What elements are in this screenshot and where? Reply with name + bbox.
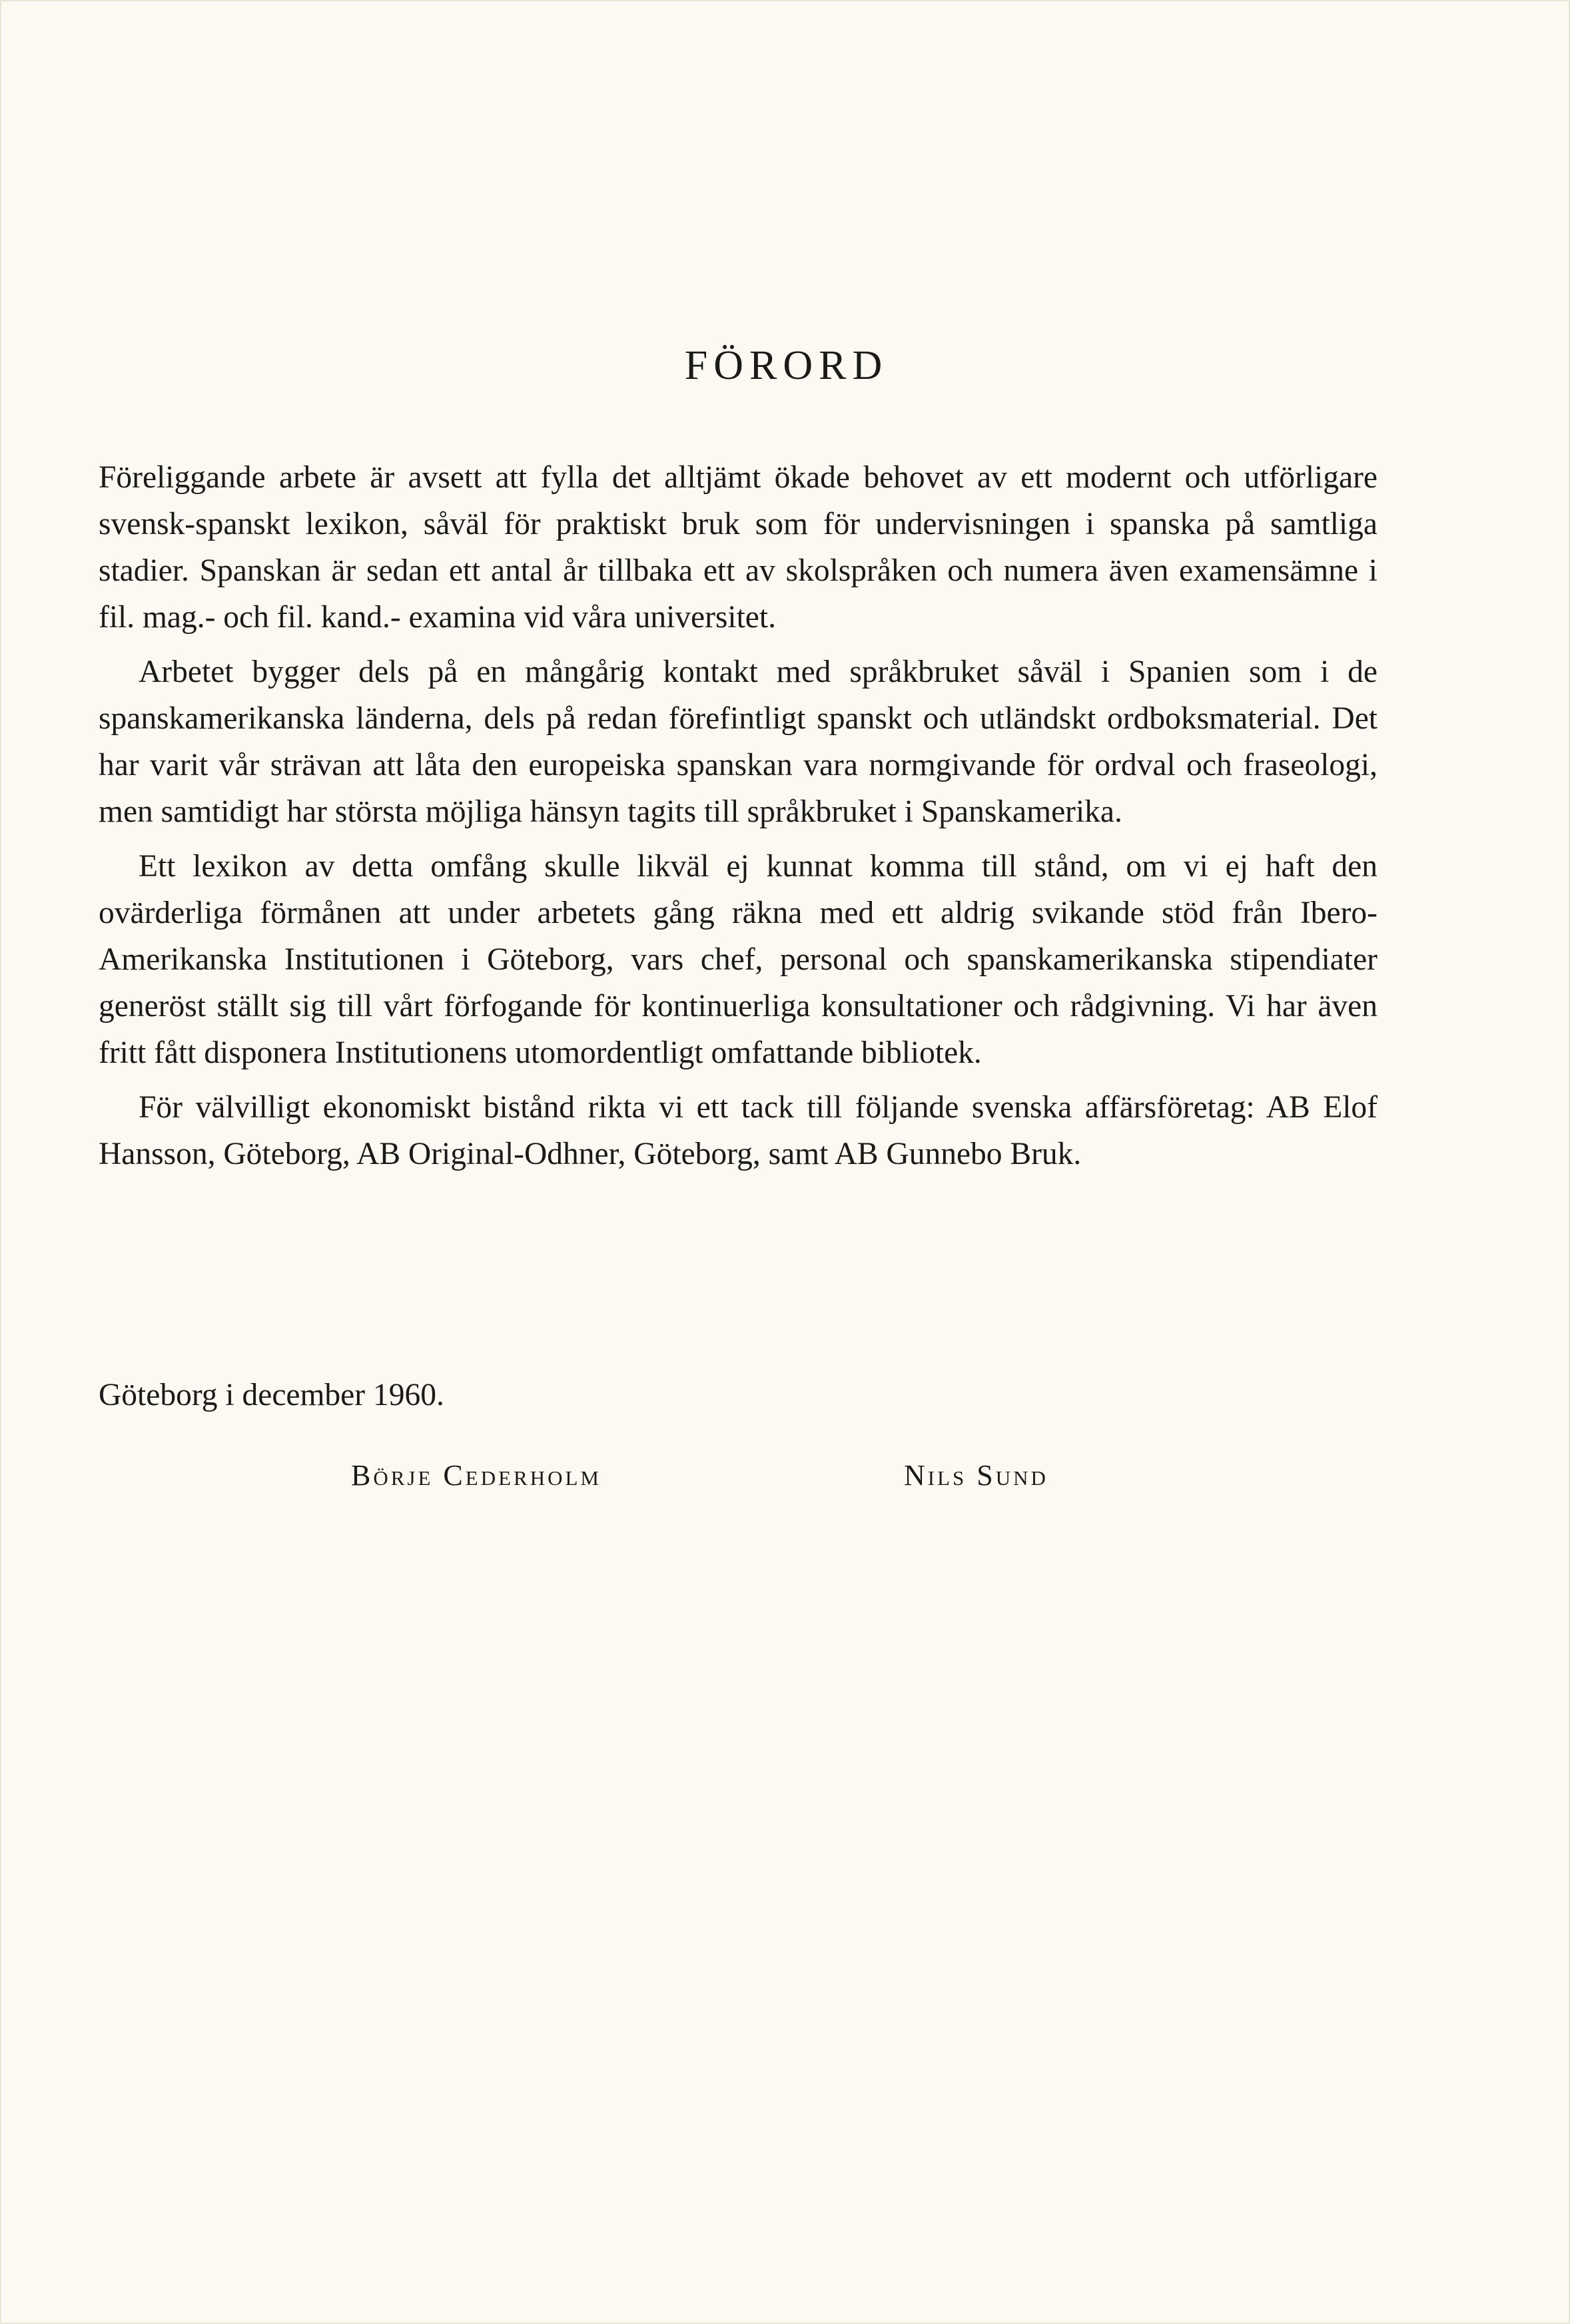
signature-author-1: Börje Cederholm <box>351 1459 601 1492</box>
page-title: FÖRORD <box>684 343 889 388</box>
signature-block <box>1 1458 1570 1505</box>
signature-author-2: Nils Sund <box>904 1459 1048 1492</box>
foreword-body <box>99 454 1377 1185</box>
paragraph-4: För välvilligt ekonomiskt bistånd rikta vi ett tack till följande svenska affärsföretag: AB Elof Hansson, Göteborg, AB Original-Odhner, Göteborg, samt AB Gunnebo Bruk. <box>99 1090 1377 1171</box>
paragraph-1: Föreliggande arbete är avsett att fylla det alltjämt ökade behovet av ett modernt och utförligare svensk-spanskt lexikon, såväl för praktiskt bruk som för undervisningen i spanska på samtliga stadier. Spanskan är sedan ett antal år tillbaka ett av skolspråken och numera även examensämne i fil. mag.- och fil. kand.- examina vid våra universitet. <box>99 460 1377 635</box>
paragraph-3: Ett lexikon av detta omfång skulle likväl ej kunnat komma till stånd, om vi ej haft den ovärderliga förmånen att under arbetets gång räkna med ett aldrig svikande stöd från Ibero-Amerikanska Institutionen i Göteborg, vars chef, personal och spanskamerikanska stipendiater generöst ställt sig till vårt förfogande för kontinuerliga konsultationer och rådgivning. Vi har även fritt fått disponera Institutionens utomordentligt omfattande bibliotek. <box>99 849 1377 1070</box>
paragraph-2: Arbetet bygger dels på en mångårig kontakt med språkbruket såväl i Spanien som i de spanskamerikanska länderna, dels på redan förefintligt spanskt och utländskt ordboksmaterial. Det har varit vår strävan att låta den europeiska spanskan vara normgivande för ordval och fraseologi, men samtidigt har största möjliga hänsyn tagits till språkbruket i Spanskamerika. <box>99 655 1377 829</box>
date-line: Göteborg i december 1960. <box>99 1378 444 1412</box>
